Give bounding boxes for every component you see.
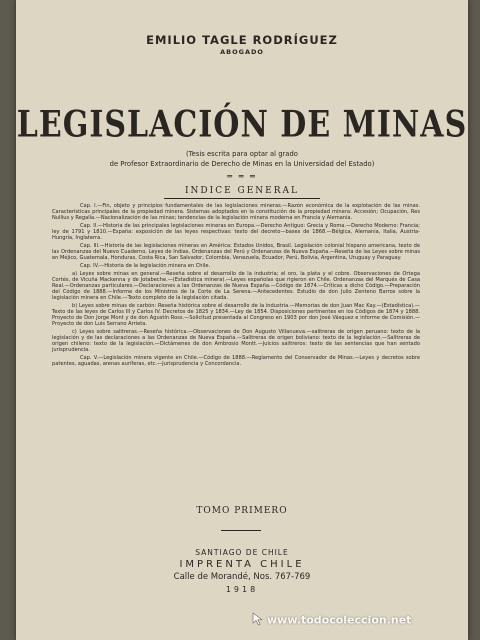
chapter-subsection: a) Leyes sobre minas en general.—Reseña sobre el desarrollo de la industria; el oro, la plata y el cobre. Observaciones de Ortega Cortés, de Vicuña Mackenna y de Jotabeche.—(Estadística minera).—Leyes españolas que rigieron en Chile. Ordenanzas del Marqués de Casa Real.—Ordenanzas particulares.—Declaraciones a las Ordenanzas de Nueva España.—Código de 1874.—Críticas a dicho Código.—Preparación del Código de 1888.—Informe de los Ministros de la Corte de La Serena.—Antecedentes. Estudio de don Julio Zenteno Barros sobre la legislación minera en Chile.—Texto completo de la legislación citada. [52, 270, 420, 301]
subtitle-line-1: (Tesis escrita para optar al grado [186, 150, 298, 158]
imprint-press: IMPRENTA CHILE [179, 559, 305, 570]
chapter-subsection: b) Leyes sobre minas de carbón: Reseña histórica sobre el desarrollo de la industria.—Memorias de don Juan Mac Kay.—(Estadística).—Texto de las leyes de Carlos III y Carlos IV. Decretos de 1825 y 1834.—Ley de 1854. Disposiciones pertinentes en los Códigos de 1874 y 1888. Proyecto de Don Jorge Mont y de don Agustín Ross.—Solicitud presentada al Congreso en 1903 por don José Vásquez e informe de Comisión.—Proyecto de don Luis Serrano Arrieta. [52, 302, 420, 327]
volume-divider [221, 530, 261, 531]
index-divider [164, 198, 320, 199]
watermark [252, 612, 411, 629]
watermark-text: www.todocoleccion.net [267, 613, 412, 627]
chapter-entry: Cap. I.—Fin, objeto y principios fundamentales de las legislaciones mineras.—Razón económica de la explotación de las minas. Características principales de la propiedad minera. Sistemas adoptados en la constitución de la propiedad minera: Accesión; Ocupación, Res Nullius y Regalía.—Nacionalización de las minas; tendencias de la legislación minera moderna en Francia y Alemania. [52, 203, 420, 222]
chapter-entry: Cap. II.—Historia de las principales legislaciones mineras en Europa.—Derecho Antiguo: Grecia y Roma.—Derecho Moderno: Francia; ley de 1791 y 1810.—España: exposición de las leyes respectivas: texto del decreto—bases de 1868.—Bélgica, Alemania, Italia, Austria-Hungría, Inglaterra. [52, 222, 420, 242]
chapter-subsection: c) Leyes sobre salitreras.—Reseña histórica.—Observaciones de Don Augusto Villanueva.—salitreras de origen peruano: texto de la legislación y de las declaraciones a las Ordenanzas de Nueva España.—Salitreras de origen boliviano: texto de la legislación.—Salitreras de origen chileno: texto de la legislación.—Dictámenes de don Ambrosio Montt.—Juicios salitreros: texto de las sentencias que han sentado jurisprudencia. [52, 328, 420, 353]
imprint-year: 1918 [225, 585, 259, 594]
book-title: LEGISLACIÓN DE MINAS [16, 104, 468, 146]
chapter-entry: Cap. IV.—Historia de la legislación minera en Chile. [80, 262, 211, 269]
volume-label: TOMO PRIMERO [196, 506, 288, 516]
chapter-entry: Cap. V.—Legislación minera vigente en Chile.—Código de 1888.—Reglamento del Conservador de Minas.—Leyes y decretos sobre patentes, aguadas, arenas auríferas, etc.—Jurisprudencia y Concordancia. [52, 354, 420, 367]
imprint-city: SANTIAGO DE CHILE [195, 548, 289, 557]
ornament: ═ ═ ═ [227, 172, 257, 181]
author-name: EMILIO TAGLE RODRÍGUEZ [146, 33, 338, 47]
index-contents [52, 203, 420, 369]
chapter-entry: Cap. III.—Historia de las legislaciones mineras en América: Estados Unidos, Brasil. Legislación colonial hispano americana, texto de las Ordenanzas del Nuevo Cuaderno, Leyes de Indias, Ordenanzas del Perú y Ordenanzas de Nueva España.—Reseña de las Leyes sobre minas en Méjico, Guatemala, Honduras, Costa Rica, San Salvador, Colombia, Venezuela, Ecuador, Perú, Bolivia, Argentina, Uruguay y Paraguay. [52, 242, 420, 261]
imprint-street: Calle de Morandé, Nos. 767-769 [173, 572, 311, 582]
book-title-page [16, 0, 468, 640]
author-role: ABOGADO [220, 48, 264, 56]
pointer-icon [252, 612, 264, 629]
subtitle-line-2: de Profesor Extraordinario de Derecho de Minas en la Universidad del Estado) [109, 160, 375, 168]
index-heading: INDICE GENERAL [185, 186, 299, 196]
